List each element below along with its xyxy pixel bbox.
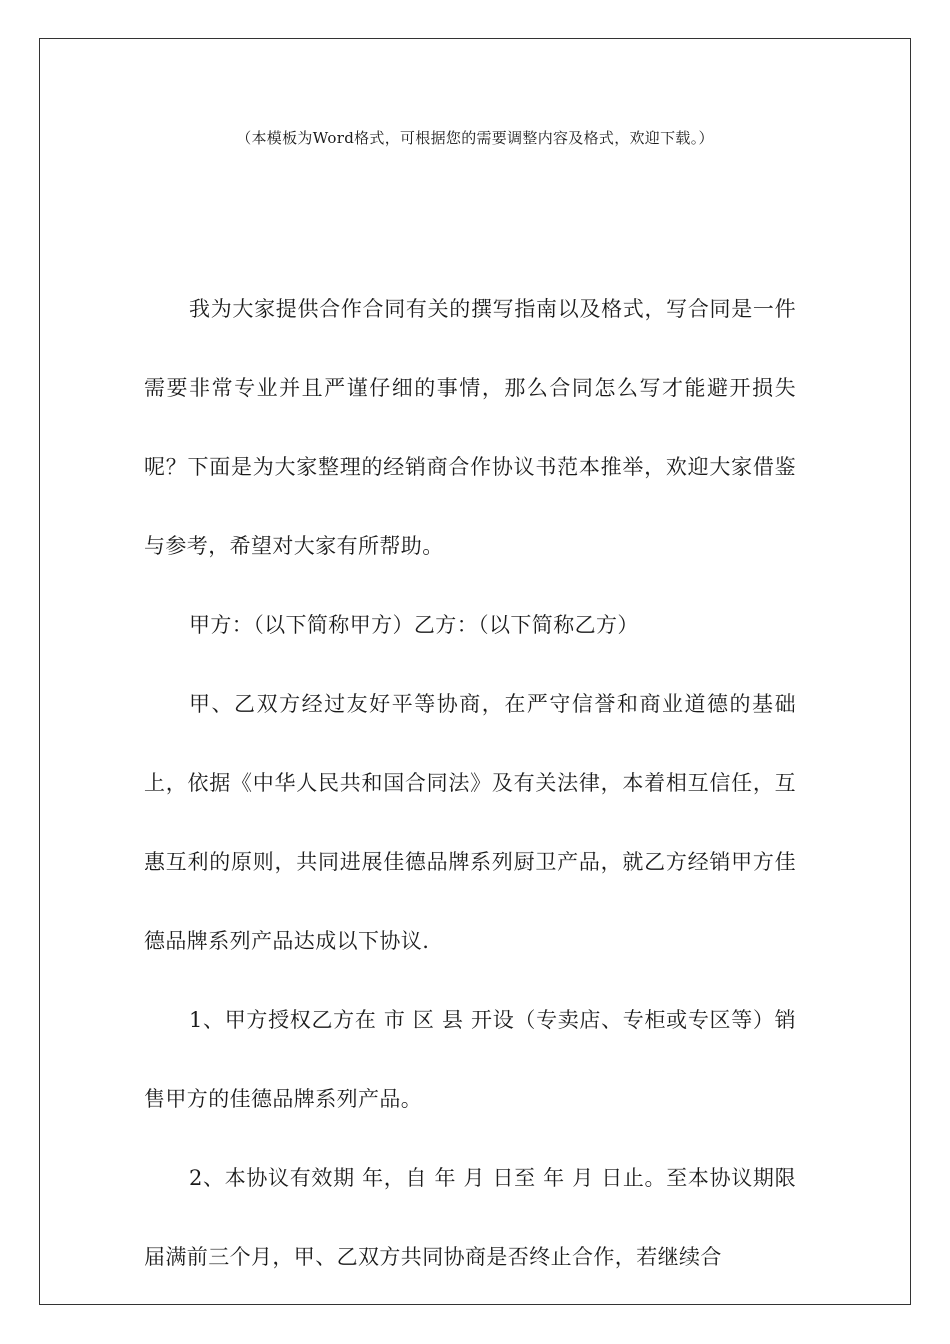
document-body (144, 270, 796, 1297)
clause-1-paragraph: 1、甲方授权乙方在 市 区 县 开设（专卖店、专柜或专区等）销售甲方的佳德品牌系列产品。 (144, 1008, 796, 1111)
intro-paragraph: 我为大家提供合作合同有关的撰写指南以及格式，写合同是一件需要非常专业并且严谨仔细的事情，那么合同怎么写才能避开损失呢？下面是为大家整理的经销商合作协议书范本推举，欢迎大家借鉴与参考，希望对大家有所帮助。 (144, 297, 796, 558)
template-note: （本模板为Word格式，可根据您的需要调整内容及格式，欢迎下载。） (236, 129, 714, 147)
parties-paragraph: 甲方：（以下简称甲方）乙方：（以下简称乙方） (189, 613, 639, 637)
preamble-paragraph: 甲、乙双方经过友好平等协商，在严守信誉和商业道德的基础上，依据《中华人民共和国合同法》及有关法律，本着相互信任，互惠互利的原则，共同进展佳德品牌系列厨卫产品，就乙方经销甲方佳德品牌系列产品达成以下协议. (144, 692, 796, 953)
clause-2-paragraph: 2、本协议有效期 年，自 年 月 日至 年 月 日止。至本协议期限届满前三个月，甲、乙双方共同协商是否终止合作，若继续合 (144, 1166, 796, 1269)
